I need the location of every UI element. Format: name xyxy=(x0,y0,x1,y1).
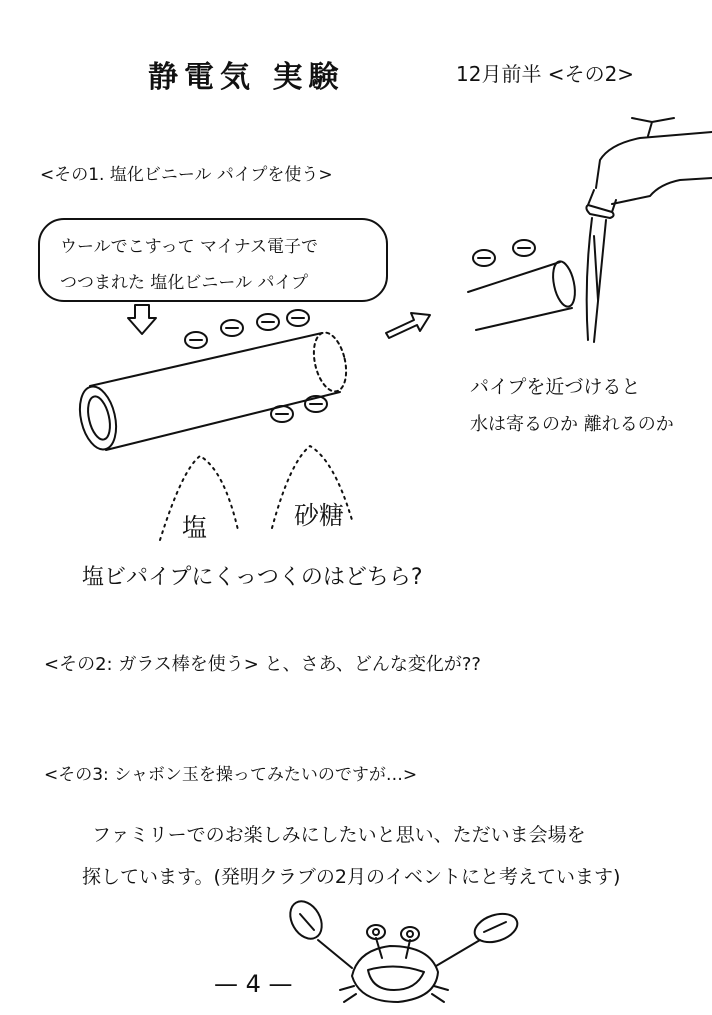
right-arrow-icon xyxy=(386,313,430,338)
section-2-heading: <その2: ガラス棒を使う> と、さあ、どんな変化が?? xyxy=(44,654,481,675)
page-subtitle: 12月前半 <その2> xyxy=(456,62,635,86)
down-arrow-icon xyxy=(128,305,156,334)
faucet-icon xyxy=(586,118,712,218)
experiment-question: 塩ビパイプにくっつくのはどちら? xyxy=(82,565,423,590)
pvc-pipe-drawing xyxy=(74,329,351,453)
salt-label: 塩 xyxy=(182,513,208,542)
crab-icon xyxy=(284,896,521,1002)
bubble-line-1: ウールでこすって マイナス電子で xyxy=(60,237,319,257)
note-line-2: 探しています。(発明クラブの2月のイベントにと考えています) xyxy=(82,866,621,888)
sugar-label: 砂糖 xyxy=(294,501,345,530)
small-pipe-drawing xyxy=(468,240,579,330)
section-1-heading: <その1. 塩化ビニール パイプを使う> xyxy=(40,165,333,185)
water-stream-drawing xyxy=(587,218,606,342)
note-line-1: ファミリーでのお楽しみにしたいと思い、ただいま会場を xyxy=(92,824,586,846)
observation-line-2: 水は寄るのか 離れるのか xyxy=(470,414,674,435)
page-title: 静電気 実験 xyxy=(148,60,345,95)
bubble-line-2: つつまれた 塩化ビニール パイプ xyxy=(60,273,308,293)
page-number: — 4 — xyxy=(214,970,293,998)
minus-charge-icon xyxy=(185,310,327,422)
observation-line-1: パイプを近づけると xyxy=(470,376,641,398)
section-3-heading: <その3: シャボン玉を操ってみたいのですが…> xyxy=(44,765,418,785)
